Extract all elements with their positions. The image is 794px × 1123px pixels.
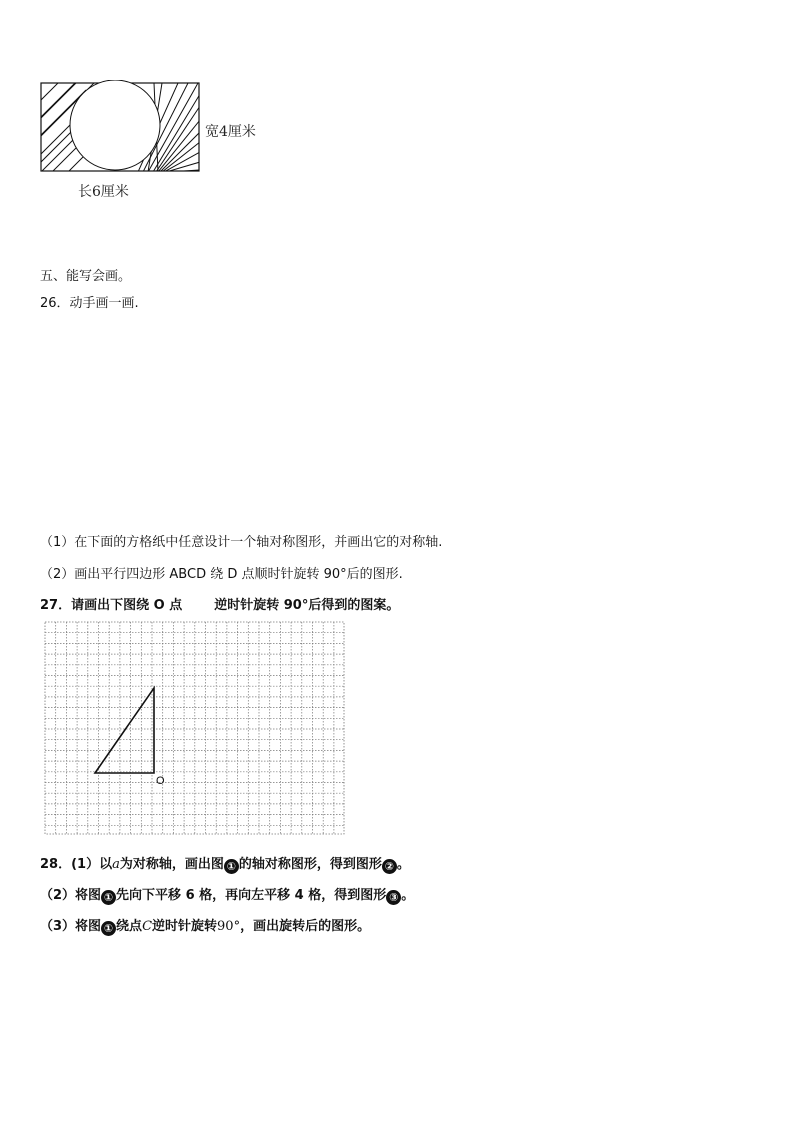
question-26-title: 26．动手画一画. [40, 296, 139, 311]
question-28-part-1: 28．(1）以a为对称轴，画出图 ① 的轴对称图形，得到图形 ② 。 [40, 857, 410, 873]
degree-value: 90° [217, 919, 241, 934]
shaded-rectangle-figure [38, 80, 204, 174]
circled-three: ③ [386, 890, 401, 905]
section-five-title: 五、能写会画。 [40, 269, 132, 284]
question-27-title-a: 27．请画出下图绕 O 点 [40, 598, 183, 613]
right-triangle [95, 688, 154, 773]
point-o-label: O [156, 775, 165, 787]
question-28-part-2: （2）将图 ① 先向下平移 6 格，再向左平移 4 格，得到图形 ③ 。 [40, 888, 415, 904]
question-27-title-b: 逆时针旋转 90°后得到的图案。 [214, 598, 400, 613]
question-26-part-1: （1）在下面的方格纸中任意设计一个轴对称图形，并画出它的对称轴. [40, 535, 443, 550]
length-label: 长6厘米 [78, 184, 129, 200]
question-26-part-2: （2）画出平行四边形 ABCD 绕 D 点顺时针旋转 90°后的图形. [40, 567, 403, 582]
point-c-variable: C [142, 919, 153, 934]
circled-two: ② [382, 859, 397, 874]
question-27-title [40, 594, 399, 613]
circled-one: ① [101, 921, 116, 936]
axis-variable: a [112, 857, 120, 872]
question-28-part-3: （3）将图 ① 绕点C逆时针旋转90°，画出旋转后的图形。 [40, 919, 371, 935]
width-label: 宽4厘米 [205, 124, 256, 140]
circled-one: ① [101, 890, 116, 905]
grid-paper-figure [44, 621, 346, 836]
circled-one: ① [224, 859, 239, 874]
